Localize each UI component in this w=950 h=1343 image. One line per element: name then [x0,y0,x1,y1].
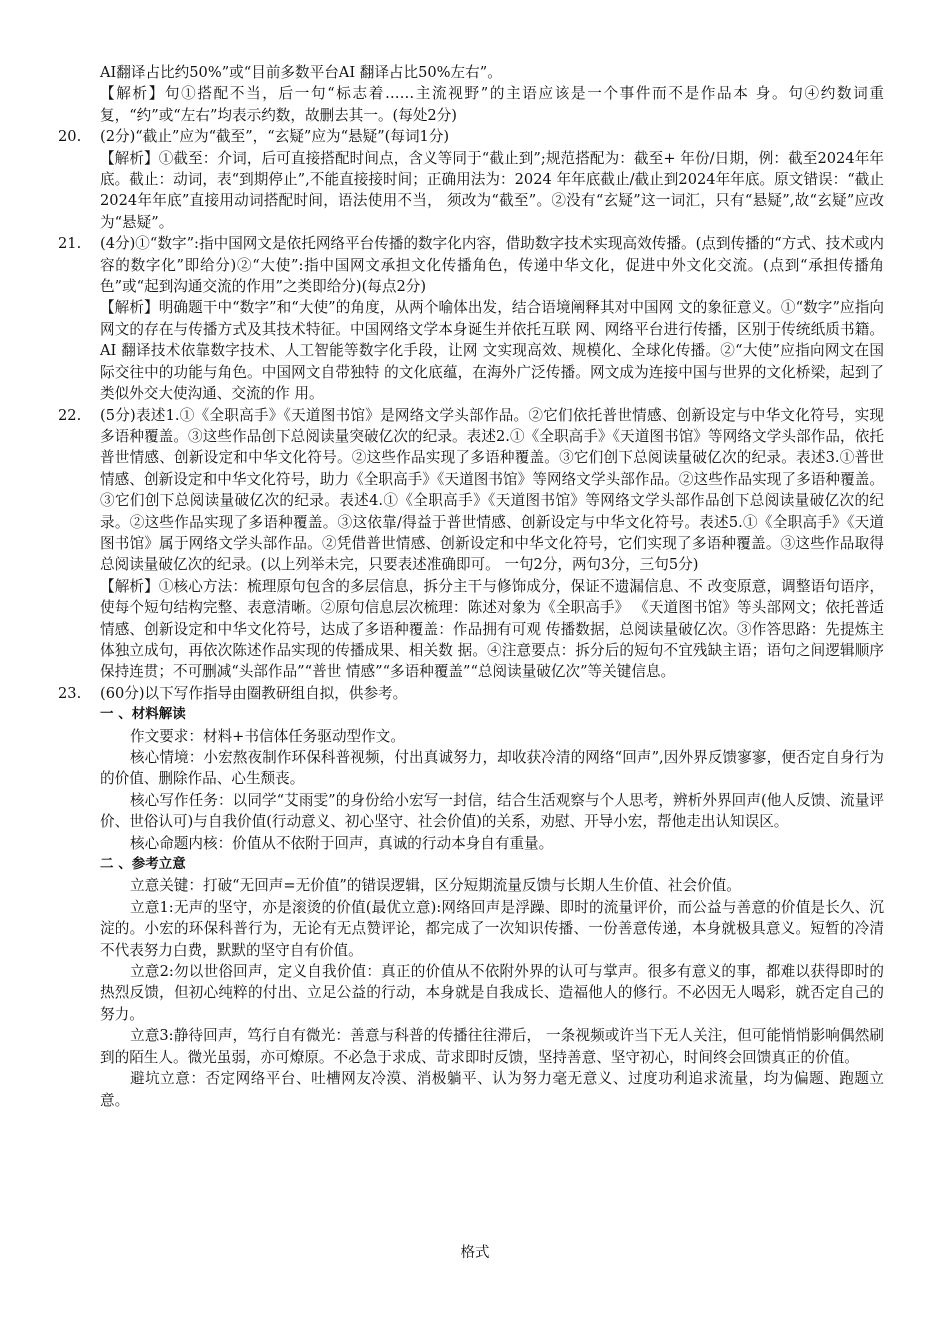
q19-analysis: 【解析】句①搭配不当，后一句“标志着……主流视野”的主语应该是一个事件而不是作品本 身。句④约数词重复，“约”或“左右”均表示约数，故删去其一。(每处2分) [100,85,884,124]
question-20 [58,126,884,147]
core-task: 核心写作任务：以同学“艾雨雯”的身份给小宏写一封信，结合生活观察与个人思考，辨析外界回声(他人反馈、流量评价、世俗认可)与自我价值(行动意义、初心坚守、社会价值)的关系，劝慰、开导小宏，帮他走出认知误区。 [100,791,884,831]
q21-analysis: 【解析】明确题干中“数字”和“大使”的角度，从两个喻体出发，结合语境阐释其对中国网 文的象征意义。①“数字”应指向网文的存在与传播方式及其技术特征。中国网络文学本身诞生并依托互联 网、网络平台进行传播，区别于传统纸质书籍。 AI 翻译技术依靠数字技术、人工智能等数字化手段，让网 文实现高效、规模化、全球化传播。②“大使”应指向网文在国际交往中的功能与角色。中国网文自带独特 的文化底蕴，在海外广泛传播。网文成为连接中国与世界的文化桥梁，起到了类似外交大使沟通、交流的作 用。 [100,299,884,403]
answer-page [58,62,884,1111]
idea-3: 立意3:静待回声，笃行自有微光：善意与科普的传播往往滞后， 一条视频或许当下无人关注，但可能悄悄影响偶然刷到的陌生人。微光虽弱，亦可燎原。不必急于求成、苛求即时反馈，坚持善意、坚守初心，时间终会回馈真正的价值。 [100,1027,884,1066]
question-number: 22. [58,406,82,424]
question-number: 21. [58,235,82,253]
q20-analysis: 【解析】①截至：介词，后可直接搭配时间点，含义等同于“截止到”;规范搭配为：截至+ 年份/日期，例：截至2024年年底。截止：动词，表“到期停止”,不能直接接时间；正确用法为：2024 年年底截止/截止到2024年年底。原文错误：“截止2024年年底”直接用动词搭配时间，语法使用不当， 须改为“截至”。②没有“玄疑”这一词汇，只有“悬疑”,故“玄疑”应改为“悬疑”。 [100,149,884,231]
writing-requirement: 作文要求：材料+书信体任务驱动型作文。 [130,727,405,745]
question-answer: (4分)①“数字”:指中国网文是依托网络平台传播的数字化内容，借助数字技术实现高效传播。(点到传播的“方式、技术或内容的数字化”即给分)②“大使”:指中国网文承担文化传播角色，传递中华文化，促进中外文化交流。(点到“承担传播角色”或“起到沟通交流的作用”之类即给分)(每点2分) [100,235,884,296]
question-answer: (2分)“截止”应为“截至”，“玄疑”应为“悬疑”(每词1分) [100,128,450,146]
q22-analysis: 【解析】①核心方法：梳理原句包含的多层信息，拆分主干与修饰成分，保证不遗漏信息、不 改变原意，调整语句语序，使每个短句结构完整、表意清晰。②原句信息层次梳理：陈述对象为《全职高手》 《天道图书馆》等头部网文；依托普适情感、创新设定和中华文化符号，达成了多语种覆盖：作品拥有可观 传播数据，总阅读量破亿次。③作答思路：先提炼主体独立成句，再依次陈述作品实现的传播成果、相关数 据。④注意要点：拆分后的短句不宜残缺主语；语句之间逻辑顺序保持连贯；不可删减“头部作品”“普世 情感”“多语种覆盖”“总阅读量破亿次”等关键信息。 [100,577,884,681]
idea-avoid: 避坑立意：否定网络平台、吐槽网友冷漠、消极躺平、认为努力毫无意义、过度功利追求流量，均为偏题、跑题立意。 [100,1070,884,1109]
core-situation: 核心情境：小宏熬夜制作环保科普视频，付出真诚努力，却收获冷清的网络“回声”,因外界反馈寥寥，便否定自身行为的价值、删除作品、心生颓丧。 [100,749,884,788]
question-23 [58,683,884,704]
page-footer: 格式 [460,1245,490,1261]
question-number: 20. [58,128,82,146]
question-21 [58,233,884,297]
section-heading-ideas: 二 、参考立意 [100,856,186,873]
idea-1: 立意1:无声的坚守，亦是滚烫的价值(最优立意):网络回声是浮躁、即时的流量评价，而公益与善意的价值是长久、沉淀的。小宏的环保科普行为，无论有无点赞评论，都完成了一次知识传播、一份善意传递，本身就极具意义。短暂的冷清不代表努力白费，默默的坚守自有价值。 [100,898,884,959]
core-theme: 核心命题内核：价值从不依附于回声，真诚的行动本身自有重量。 [130,834,554,852]
idea-key: 立意关键：打破“无回声=无价值”的错误逻辑，区分短期流量反馈与长期人生价值、社会价值。 [130,877,741,895]
question-22 [58,405,884,576]
q19-answer-tail: AI翻译占比约50%”或“目前多数平台AI 翻译占比50%左右”。 [100,64,502,81]
question-number: 23. [58,684,82,702]
idea-2: 立意2:勿以世俗回声，定义自我价值：真正的价值从不依附外界的认可与掌声。很多有意义的事，都难以获得即时的热烈反馈，但初心纯粹的付出、立足公益的行动，本身就是自我成长、造福他人的修行。不必因无人喝彩，就否定自己的努力。 [100,963,884,1023]
question-answer: (5分)表述1.①《全职高手》《天道图书馆》是网络文学头部作品。②它们依托普世情感、创新设定与中华文化符号，实现多语种覆盖。③这些作品创下总阅读量突破亿次的纪录。表述2.①《全职高手》《天道图书馆》等网络文学头部作品，依托普世情感、创新设定和中华文化符号。②这些作品实现了多语种覆盖。③它们创下总阅读量破亿次的纪录。表述3.①普世情感、创新设定和中华文化符号，助力《全职高手》《天道图书馆》等网络文学头部作品。②这些作品实现了多语种覆盖。③它们创下总阅读量破亿次的纪录。表述4.①《全职高手》《天道图书馆》等网络文学头部作品创下总阅读量破亿次的纪录。②这些作品实现了多语种覆盖。③这依靠/得益于普世情感、创新设定与中华文化符号。表述5.①《全职高手》《天道图书馆》属于网络文学头部作品。②凭借普世情感、创新设定和中华文化符号，它们实现了多语种覆盖。③这些作品取得总阅读量破亿次的纪录。(以上列举未完，只要表述准确即可。 一句2分，两句3分，三句5分) [100,406,884,574]
question-answer: (60分)以下写作指导由圈教研组自拟，供参考。 [100,684,408,702]
section-heading-material: 一 、材料解读 [100,706,186,723]
